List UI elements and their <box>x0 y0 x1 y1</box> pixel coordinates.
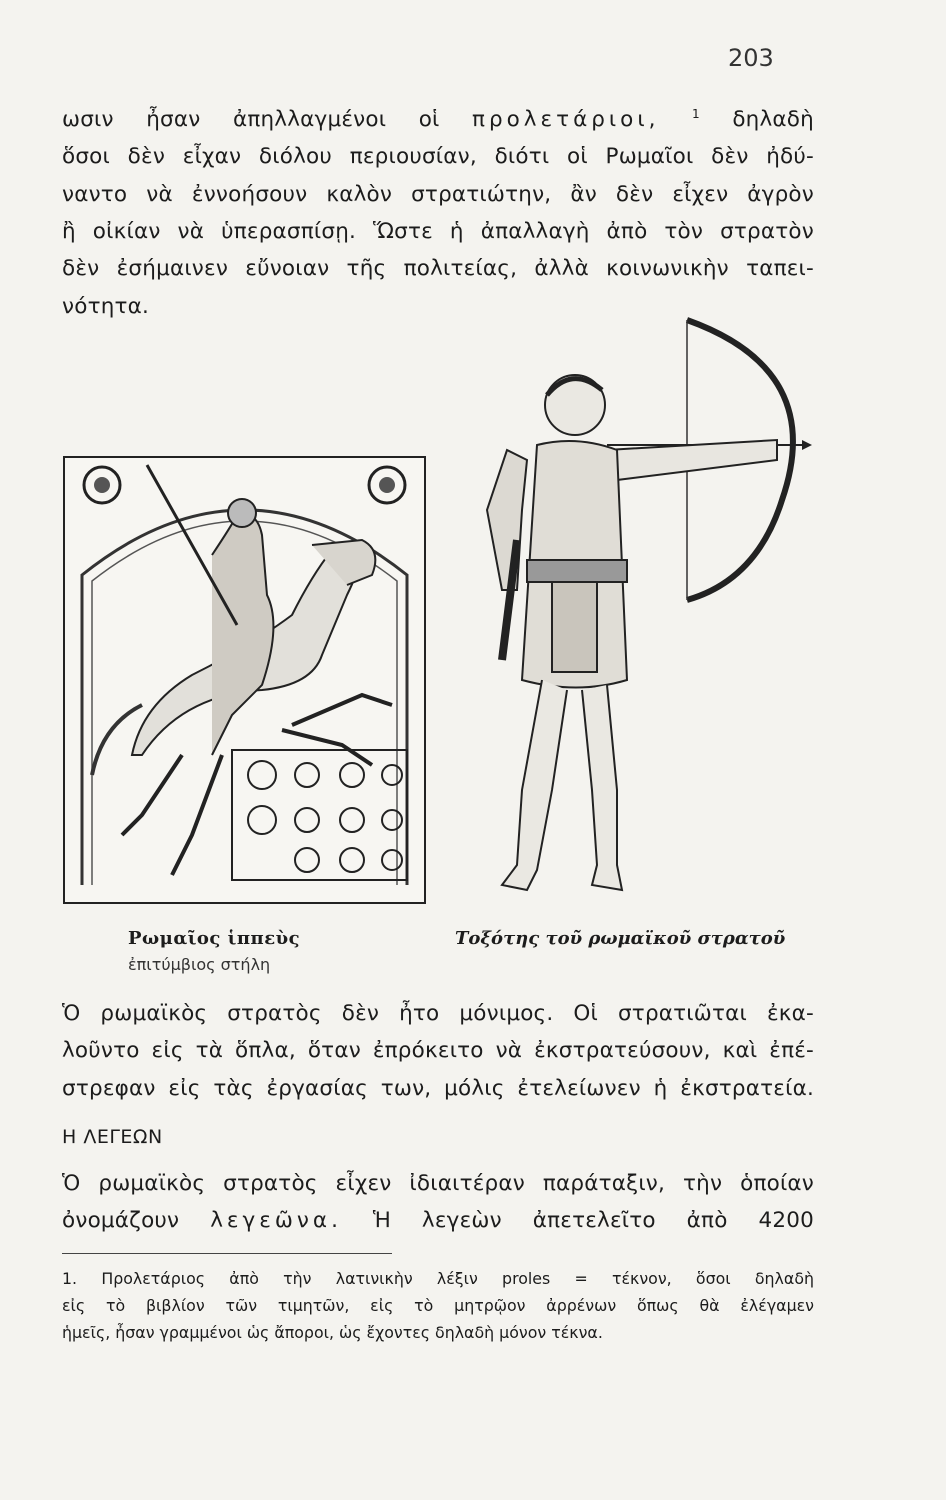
paragraph-1 <box>62 96 814 325</box>
text-line: ναντο νὰ ἐννοήσουν καλὸν στρατιώτην, ἂν δὲν εἶχεν ἀγρὸν <box>62 181 814 207</box>
paragraph-3 <box>62 1165 814 1240</box>
text-line: λοῦντο εἰς τὰ ὅπλα, ὅταν ἐπρόκειτο νὰ ἐκστρατεύσουν, καὶ ἐπέ- <box>62 1038 814 1064</box>
text-line: ὅσοι δὲν εἶχαν διόλου περιουσίαν, διότι οἱ Ρωμαῖοι δὲν ἠδύ- <box>62 144 814 170</box>
footnote-line: ἡμεῖς, ἦσαν γραμμένοι ὡς ἄποροι, ὡς ἔχοντες δηλαδὴ μόνον τέκνα. <box>62 1323 603 1342</box>
footnote-line: εἰς τὸ βιβλίον τῶν τιμητῶν, εἰς τὸ μητρῷον ἀρρένων ὅπως θὰ ἐλέγαμεν <box>62 1296 814 1315</box>
text-line: ὀνομάζουν λεγεῶνα. Ἡ λεγεὼν ἀπετελεῖτο ἀπὸ 4200 <box>62 1208 814 1234</box>
section-heading: Η ΛΕΓΕΩΝ <box>62 1126 163 1148</box>
emphasized-word: λεγεῶνα. <box>210 1208 342 1234</box>
text-line: ἢ οἰκίαν νὰ ὑπερασπίσῃ. Ὥστε ἡ ἀπαλλαγὴ ἀπὸ τὸν στρατὸν <box>62 219 814 245</box>
footnote <box>62 1265 814 1346</box>
text-line: Ὁ ρωμαϊκὸς στρατὸς δὲν ἦτο μόνιμος. Οἱ στρατιῶται ἐκα- <box>62 1001 814 1026</box>
text-line: νότητα. <box>62 293 150 319</box>
emphasized-word: προλετάριοι, <box>472 107 660 133</box>
horseman-stele-illustration <box>62 455 427 905</box>
text-line: στρεφαν εἰς τὰς ἐργασίας των, μόλις ἐτελείωνεν ἡ ἐκστρατεία. <box>62 1075 814 1101</box>
caption-left-title: Ρωμαῖος ἱππεὺς <box>128 928 301 949</box>
caption-left-subtitle: ἐπιτύμβιος στήλη <box>128 955 271 974</box>
illustrations <box>62 310 832 920</box>
page-number: 203 <box>728 44 774 72</box>
footnote-marker[interactable]: 1 <box>691 107 700 121</box>
footnote-line: 1. Προλετάριος ἀπὸ τὴν λατινικὴν λέξιν proles = τέκνον, ὅσοι δηλαδὴ <box>62 1269 814 1288</box>
text-line: ωσιν ἦσαν ἀπηλλαγμένοι οἱ προλετάριοι, $^1$ δηλαδὴ <box>62 107 814 133</box>
text-line: Ὁ ρωμαϊκὸς στρατὸς εἶχεν ἰδιαιτέραν παράταξιν, τὴν ὁποίαν <box>62 1171 814 1196</box>
footnote-divider <box>62 1253 392 1254</box>
text-line: δὲν ἐσήμαινεν εὔνοιαν τῆς πολιτείας, ἀλλὰ κοινωνικὴν ταπει- <box>62 256 814 282</box>
paragraph-2 <box>62 995 814 1107</box>
archer-illustration <box>467 310 832 910</box>
caption-right-title: Τοξότης τοῦ ρωμαϊκοῦ στρατοῦ <box>455 928 786 949</box>
